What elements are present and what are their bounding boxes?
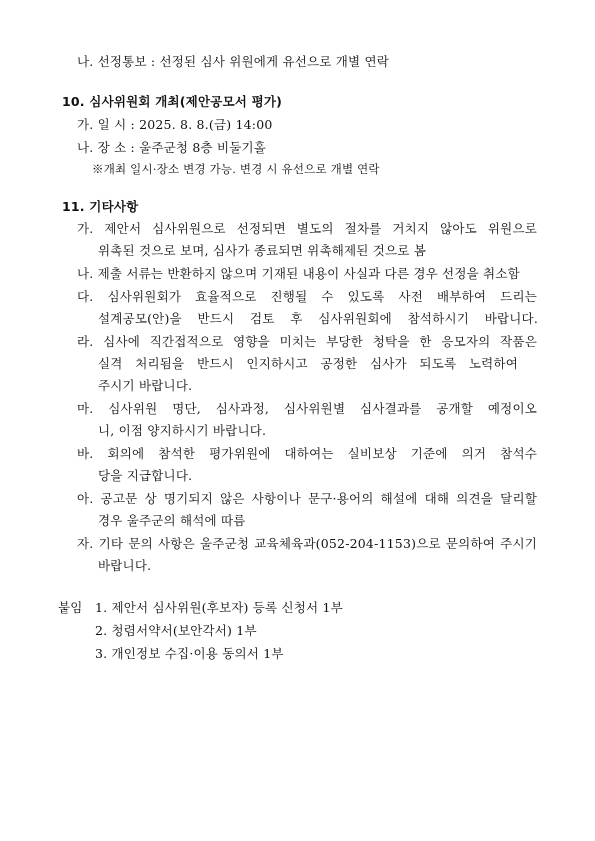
- attachments-label: 붙임: [58, 600, 83, 615]
- section-11-item-ma-line2: 니, 이점 양지하시기 바랍니다.: [98, 423, 267, 438]
- section-11-item-ba-line2: 당을 지급합니다.: [98, 468, 193, 483]
- section-11-item-da-line2: 설계공모(안)을 반드시 검토 후 심사위원회에 참석하시기 바랍니다.: [98, 311, 538, 326]
- section-11-item-ga-line2: 위촉된 것으로 보며, 심사가 종료되면 위촉해제된 것으로 봄: [98, 243, 426, 258]
- section-10-title: 10. 심사위원회 개최(제안공모서 평가): [62, 94, 283, 109]
- section-11-item-da-line1: 다. 심사위원회가 효율적으로 진행될 수 있도록 사전 배부하여 드리는: [77, 289, 537, 304]
- selection-notice-line: 나. 선정통보 : 선정된 심사 위원에게 유선으로 개별 연락: [77, 54, 390, 69]
- attachment-item-3: 3. 개인정보 수집·이용 동의서 1부: [95, 646, 284, 661]
- section-11-title: 11. 기타사항: [62, 199, 139, 214]
- attachment-item-1: 1. 제안서 심사위원(후보자) 등록 신청서 1부: [95, 600, 343, 615]
- section-11-item-ra-line1: 라. 심사에 직간접적으로 영향을 미치는 부당한 청탁을 한 응모자의 작품은: [77, 334, 537, 349]
- section-11-item-a-line1: 아. 공고문 상 명기되지 않은 사항이나 문구·용어의 해설에 대해 의견을 달리할: [77, 491, 537, 506]
- section-11-item-ja-line2: 바랍니다.: [98, 558, 152, 573]
- section-11-item-ra-line2: 실격 처리됨을 반드시 인지하시고 공정한 심사가 되도록 노력하여: [98, 356, 518, 371]
- meeting-place-line: 나. 장 소 : 울주군청 8층 비둘기홀: [77, 140, 267, 155]
- section-11-item-ja-line1: 자. 기타 문의 사항은 울주군청 교육체육과(052-204-1153)으로 문의하여 주시기: [77, 536, 537, 551]
- section-11-item-ra-line3: 주시기 바랍니다.: [98, 378, 193, 393]
- attachment-item-2: 2. 청렴서약서(보안각서) 1부: [95, 623, 257, 638]
- meeting-change-note: ※개최 일시·장소 변경 가능. 변경 시 유선으로 개별 연락: [92, 162, 380, 176]
- section-11-item-ma-line1: 마. 심사위원 명단, 심사과정, 심사위원별 심사결과를 공개할 예정이오: [77, 401, 537, 416]
- section-11-item-a-line2: 경우 울주군의 해석에 따름: [98, 513, 246, 528]
- meeting-datetime-line: 가. 일 시 : 2025. 8. 8.(금) 14:00: [77, 117, 273, 132]
- section-11-item-ga-line1: 가. 제안서 심사위원으로 선정되면 별도의 절차를 거치지 않아도 위원으로: [77, 221, 537, 236]
- section-11-item-ba-line1: 바. 회의에 참석한 평가위원에 대하여는 실비보상 기준에 의거 참석수: [77, 446, 537, 461]
- section-11-item-na: 나. 제출 서류는 반환하지 않으며 기재된 내용이 사실과 다른 경우 선정을 취소함: [77, 266, 520, 281]
